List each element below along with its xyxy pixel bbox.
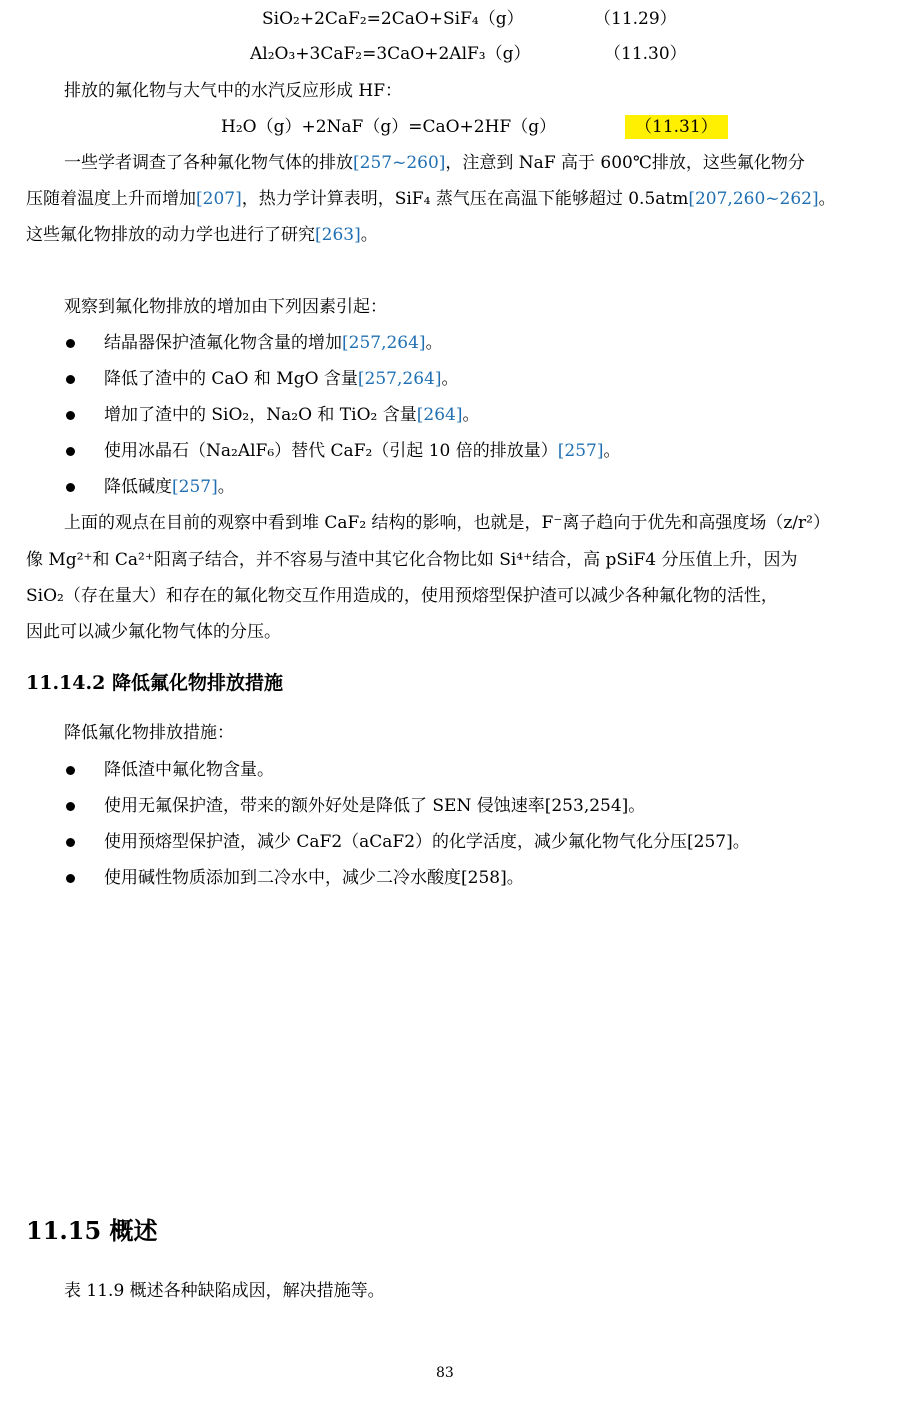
bullet-icon: [66, 447, 75, 456]
para2-line2: 像 Mg²⁺和 Ca²⁺阳离子结合，并不容易与渣中其它化合物比如 Si⁴⁺结合，高 pSiF4 分压值上升，因为: [26, 550, 798, 570]
reference-link[interactable]: [207]: [196, 189, 242, 209]
factor-item: 降低碱度[257]。: [104, 477, 235, 497]
measure-item: 使用预熔型保护渣，减少 CaF2（aCaF2）的化学活度，减少氟化物气化分压[257]。: [104, 832, 750, 852]
factors-intro: 观察到氟化物排放的增加由下列因素引起：: [64, 297, 387, 317]
reference-link[interactable]: [257]: [557, 441, 604, 461]
section-heading: 11.15 概述: [26, 1216, 158, 1245]
bullet-icon: [66, 375, 75, 384]
measures-intro: 降低氟化物排放措施：: [64, 723, 234, 743]
measure-item: 使用碱性物质添加到二冷水中，减少二冷水酸度[258]。: [104, 868, 524, 888]
page-number: 83: [436, 1365, 454, 1381]
equation-11-31: H₂O（g）+2NaF（g）=CaO+2HF（g）: [221, 117, 557, 137]
reference-link[interactable]: [257,264]: [342, 333, 426, 353]
para2-line4: 因此可以减少氟化物气体的分压。: [26, 622, 281, 642]
para1-line1: 一些学者调查了各种氟化物气体的排放[257~260]，注意到 NaF 高于 600℃排放，这些氟化物分: [64, 153, 805, 173]
bullet-icon: [66, 874, 75, 883]
reference-link[interactable]: [264]: [416, 405, 463, 425]
bullet-icon: [66, 766, 75, 775]
bullet-icon: [66, 339, 75, 348]
bullet-icon: [66, 802, 75, 811]
reference-link[interactable]: [257]: [172, 477, 218, 497]
factor-item: 结晶器保护渣氟化物含量的增加[257,264]。: [104, 333, 443, 353]
reference-link[interactable]: [207,260~262]: [688, 189, 819, 209]
factor-item: 使用冰晶石（Na₂AlF₆）替代 CaF₂（引起 10 倍的排放量）[257]。: [104, 441, 621, 461]
measure-item: 降低渣中氟化物含量。: [104, 760, 274, 780]
reference-link[interactable]: [257~260]: [353, 153, 446, 173]
summary-text: 表 11.9 概述各种缺陷成因，解决措施等。: [64, 1281, 385, 1301]
bullet-icon: [66, 838, 75, 847]
reference-link[interactable]: [263]: [315, 225, 361, 245]
para2-line3: SiO₂（存在量大）和存在的氟化物交互作用造成的，使用预熔型保护渣可以减少各种氟化物的活性，: [26, 586, 778, 606]
hf-intro: 排放的氟化物与大气中的水汽反应形成 HF：: [64, 81, 403, 101]
equation-11-29: SiO₂+2CaF₂=2CaO+SiF₄（g）: [262, 9, 524, 29]
para2-line1: 上面的观点在目前的观察中看到堆 CaF₂ 结构的影响，也就是，F⁻离子趋向于优先和高强度场（z/r²）: [64, 513, 830, 533]
equation-number-11-29: （11.29）: [594, 9, 677, 29]
reference-link[interactable]: [257,264]: [357, 369, 442, 389]
para1-line3: 这些氟化物排放的动力学也进行了研究[263]。: [26, 225, 378, 245]
factor-item: 降低了渣中的 CaO 和 MgO 含量[257,264]。: [104, 369, 459, 389]
para1-line2: 压随着温度上升而增加[207]，热力学计算表明，SiF₄ 蒸气压在高温下能够超过 0.5atm[207,260~262]。: [26, 189, 836, 209]
measure-item: 使用无氟保护渣，带来的额外好处是降低了 SEN 侵蚀速率[253,254]。: [104, 796, 646, 816]
highlight: （11.31）: [625, 115, 728, 139]
bullet-icon: [66, 411, 75, 420]
equation-number-11-31: [625, 116, 728, 138]
equation-number-11-30: （11.30）: [604, 44, 687, 64]
bullet-icon: [66, 483, 75, 492]
factor-item: 增加了渣中的 SiO₂，Na₂O 和 TiO₂ 含量[264]。: [104, 405, 480, 425]
equation-11-30: Al₂O₃+3CaF₂=3CaO+2AlF₃（g）: [250, 44, 531, 64]
section-heading: 11.14.2 降低氟化物排放措施: [26, 672, 283, 694]
